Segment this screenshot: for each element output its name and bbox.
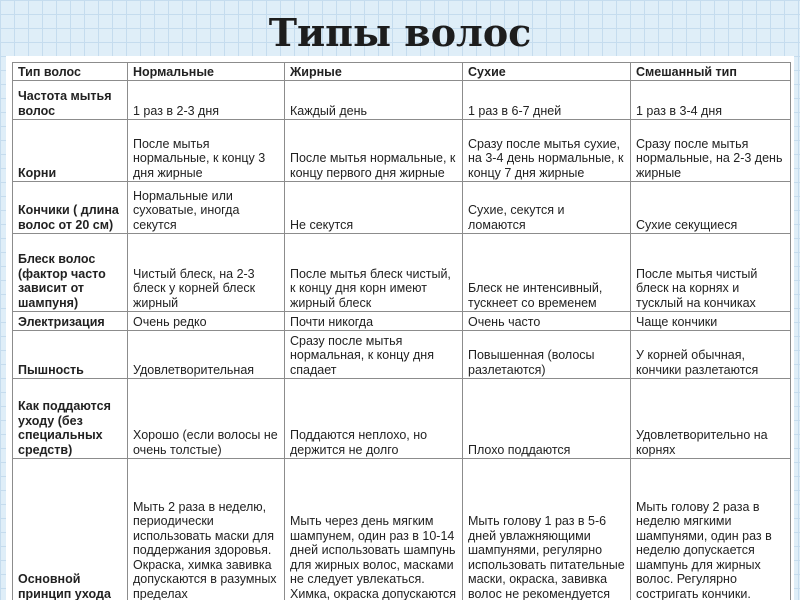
row-label: Корни (13, 120, 128, 182)
table-cell: Мыть голову 2 раза в неделю мягкими шампунями, один раз в неделю допускается шампунь для жирных волос. Регулярно состригать кончики. (631, 459, 791, 600)
slide-title: Типы волос (268, 10, 532, 55)
table-cell: 1 раз в 3-4 дня (631, 81, 791, 120)
table-cell: Поддаются неплохо, но держится не долго (285, 379, 463, 459)
table-cell: Чаще кончики (631, 312, 791, 331)
table-cell: Мыть 2 раза в неделю, периодически использовать маски для поддержания здоровья. Окраска, химка завивка допускаются в разумных пределах (128, 459, 285, 600)
table-cell: Мыть через день мягким шампунем, один раз в 10-14 дней использовать шампунь для жирных волос, масками не следует увлекаться. Химка, окраска допускаются (285, 459, 463, 600)
table-cell: Очень часто (463, 312, 631, 331)
table-row-care-principle (13, 459, 791, 600)
table-cell: Сразу после мытья нормальные, на 2-3 день жирные (631, 120, 791, 182)
table-cell: Нормальные или суховатые, иногда секутся (128, 182, 285, 234)
table-cell: Не секутся (285, 182, 463, 234)
table-cell: Плохо поддаются (463, 379, 631, 459)
table-cell: 1 раз в 2-3 дня (128, 81, 285, 120)
table-cell: Мыть голову 1 раз в 5-6 дней увлажняющими шампунями, регулярно использовать питательные маски, окраска, завивка волос не рекомендуется (463, 459, 631, 600)
table-row-volume (13, 331, 791, 379)
table-cell: После мытья нормальные, к концу 3 дня жирные (128, 120, 285, 182)
row-label: Блеск волос (фактор часто зависит от шампуня) (13, 234, 128, 312)
row-label: Основной принцип ухода (13, 459, 128, 600)
header-cell-dry: Сухие (463, 63, 631, 81)
table-cell: Сразу после мытья нормальная, к концу дня спадает (285, 331, 463, 379)
table-cell: Сухие, секутся и ломаются (463, 182, 631, 234)
header-cell-type: Тип волос (13, 63, 128, 81)
table-cell: Блеск не интенсивный, тускнеет со временем (463, 234, 631, 312)
table-row-manageability (13, 379, 791, 459)
table-cell: Сразу после мытья сухие, на 3-4 день нормальные, к концу 7 дня жирные (463, 120, 631, 182)
table-cell: Почти никогда (285, 312, 463, 331)
header-row (13, 63, 791, 81)
hair-types-table (12, 62, 791, 600)
table-cell: У корней обычная, кончики разлетаются (631, 331, 791, 379)
row-label: Электризация (13, 312, 128, 331)
table-cell: После мытья чистый блеск на корнях и тусклый на кончиках (631, 234, 791, 312)
table-cell: Удовлетворительно на корнях (631, 379, 791, 459)
row-label: Пышность (13, 331, 128, 379)
table-cell: После мытья нормальные, к концу первого дня жирные (285, 120, 463, 182)
table-cell: Чистый блеск, на 2-3 блеск у корней блеск жирный (128, 234, 285, 312)
row-label: Как поддаются уходу (без специальных средств) (13, 379, 128, 459)
table-row-ends (13, 182, 791, 234)
header-cell-mixed: Смешанный тип (631, 63, 791, 81)
header-cell-normal: Нормальные (128, 63, 285, 81)
table-cell: Хорошо (если волосы не очень толстые) (128, 379, 285, 459)
table-cell: Сухие секущиеся (631, 182, 791, 234)
table-container (6, 56, 794, 600)
table-row-roots (13, 120, 791, 182)
table-cell: 1 раз в 6-7 дней (463, 81, 631, 120)
table-cell: После мытья блеск чистый, к концу дня корн имеют жирный блеск (285, 234, 463, 312)
table-row-shine (13, 234, 791, 312)
header-cell-oily: Жирные (285, 63, 463, 81)
table-cell: Очень редко (128, 312, 285, 331)
table-cell: Удовлетворительная (128, 331, 285, 379)
table-cell: Повышенная (волосы разлетаются) (463, 331, 631, 379)
table-cell: Каждый день (285, 81, 463, 120)
table-row-static (13, 312, 791, 331)
table-row-wash-frequency (13, 81, 791, 120)
row-label: Кончики ( длина волос от 20 см) (13, 182, 128, 234)
row-label: Частота мытья волос (13, 81, 128, 120)
